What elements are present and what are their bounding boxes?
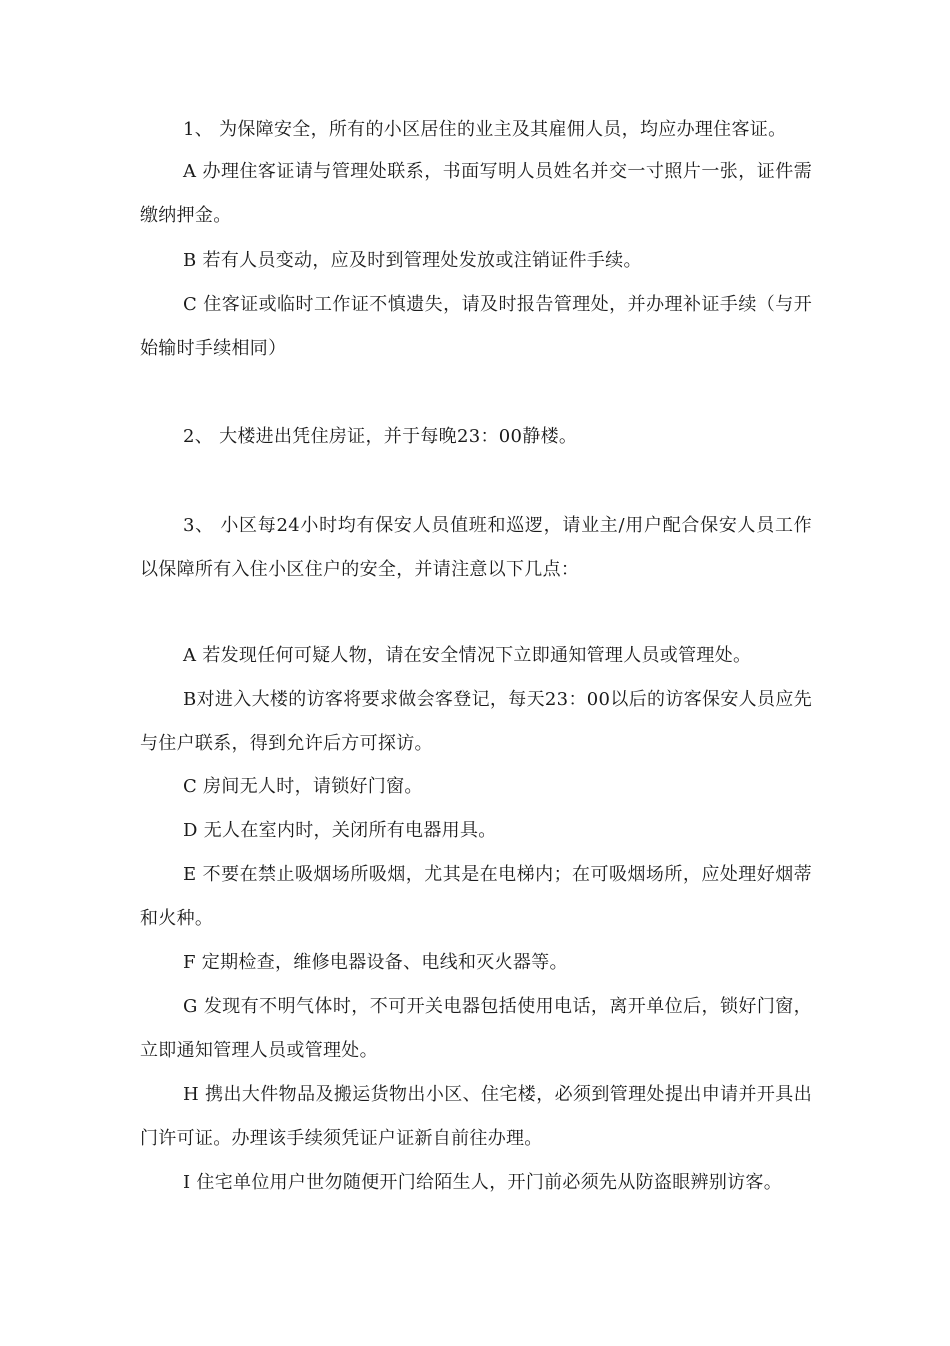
rule-3i-strangers: I 住宅单位用户世勿随便开门给陌生人，开门前必须先从防盗眼辨别访客。 [183,1172,783,1193]
rule-1c-lost-permit: C 住客证或临时工作证不慎遗失，请及时报告管理处，并办理补证手续（与开始输时手续相同） [140,294,812,359]
rule-3e-no-smoking: E 不要在禁止吸烟场所吸烟，尤其是在电梯内；在可吸烟场所，应处理好烟蒂和火种。 [140,864,812,929]
rule-3c-lock-doors: C 房间无人时，请锁好门窗。 [183,776,423,797]
rule-1a-apply-permit: A 办理住客证请与管理处联系，书面写明人员姓名并交一寸照片一张，证件需缴纳押金。 [140,161,812,226]
rule-1b-personnel-change: B 若有人员变动，应及时到管理处发放或注销证件手续。 [183,250,642,271]
rule-3a-suspicious-person: A 若发现任何可疑人物，请在安全情况下立即通知管理人员或管理处。 [183,645,752,666]
rule-1-residency-permit: 1、 为保障安全，所有的小区居住的业主及其雇佣人员，均应办理住客证。 [183,119,787,140]
rule-3h-moving-goods: H 携出大件物品及搬运货物出小区、住宅楼，必须到管理处提出申请并开具出门许可证。办理该手续须凭证户证新自前往办理。 [140,1084,812,1149]
rule-3d-appliances-off: D 无人在室内时，关闭所有电器用具。 [183,820,497,841]
rule-3f-inspection: F 定期检查，维修电器设备、电线和灭火器等。 [183,952,568,973]
rule-3b-visitor-registration: B对进入大楼的访客将要求做会客登记，每天23：00以后的访客保安人员应先与住户联系，得到允许后方可探访。 [140,689,812,754]
rule-3g-gas-leak: G 发现有不明气体时，不可开关电器包括使用电话，离开单位后，锁好门窗，立即通知管理人员或管理处。 [140,996,812,1061]
rule-3-security-patrol: 3、 小区每24小时均有保安人员值班和巡逻，请业主/用户配合保安人员工作以保障所有入住小区住户的安全，并请注意以下几点： [140,515,812,580]
rule-2-building-access: 2、 大楼进出凭住房证，并于每晚23：00静楼。 [183,426,578,447]
